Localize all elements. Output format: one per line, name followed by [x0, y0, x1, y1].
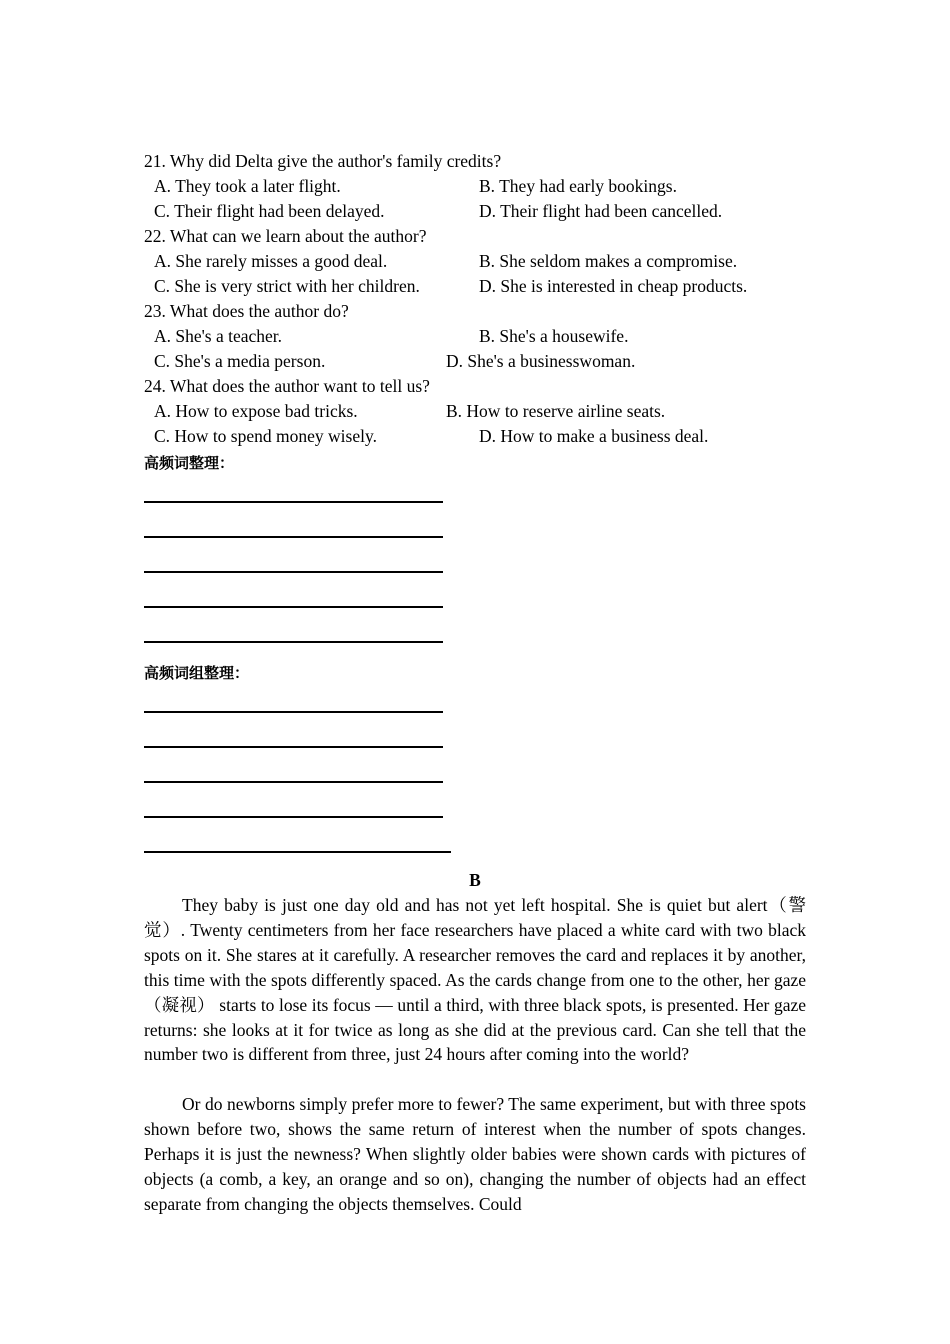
option-b: B. How to reserve airline seats. [446, 401, 666, 421]
option-c: C. She is very strict with her children. [154, 276, 420, 296]
option-a: A. How to expose bad tricks. [154, 401, 358, 421]
blank-line[interactable] [144, 536, 443, 538]
vocab-words-label: 高频词整理： [144, 454, 235, 472]
option-a: A. She rarely misses a good deal. [154, 251, 388, 271]
option-a: A. She's a teacher. [154, 326, 283, 346]
blank-line[interactable] [144, 641, 443, 643]
option-d: D. How to make a business deal. [479, 426, 709, 446]
question-stem: 22. What can we learn about the author? [144, 226, 427, 246]
blank-line[interactable] [144, 781, 443, 783]
option-d: D. She is interested in cheap products. [479, 276, 748, 296]
blank-line[interactable] [144, 711, 443, 713]
section-title: B [469, 870, 481, 890]
option-d: D. She's a businesswoman. [446, 351, 636, 371]
passage-paragraph: They baby is just one day old and has not yet left hospital. She is quiet but alert（警觉）. Twenty centimeters from her face researchers have placed a white card with two black spots on it. She stares at it carefully. A researcher removes the card and replaces it by another, this time with the spots differently spaced. As the cards change from one to the other, her gaze（凝视） starts to lose its focus — until a third, with three black spots, is presented. Her gaze returns: she looks at it for twice as long as she did at the previous card. Can she tell that the number two is different from three, just 24 hours after coming into the world? [144, 895, 806, 1065]
blank-line[interactable] [144, 816, 443, 818]
vocab-phrases-label: 高频词组整理： [144, 664, 250, 682]
blank-line[interactable] [144, 851, 451, 853]
option-c: C. She's a media person. [154, 351, 326, 371]
blank-line[interactable] [144, 606, 443, 608]
option-b: B. They had early bookings. [479, 176, 677, 196]
option-b: B. She seldom makes a compromise. [479, 251, 738, 271]
question-stem: 23. What does the author do? [144, 301, 349, 321]
blank-line[interactable] [144, 501, 443, 503]
option-d: D. Their flight had been cancelled. [479, 201, 723, 221]
option-c: C. Their flight had been delayed. [154, 201, 385, 221]
option-b: B. She's a housewife. [479, 326, 629, 346]
blank-line[interactable] [144, 746, 443, 748]
blank-line[interactable] [144, 571, 443, 573]
option-c: C. How to spend money wisely. [154, 426, 377, 446]
passage-paragraph: Or do newborns simply prefer more to fewer? The same experiment, but with three spots shown before two, shows the same return of interest when the number of spots changes. Perhaps it is just the newness? When slightly older babies were shown cards with pictures of objects (a comb, a key, an orange and so on), changing the number of objects had an effect separate from changing the objects themselves. Could [144, 1094, 806, 1214]
question-stem: 24. What does the author want to tell us? [144, 376, 430, 396]
option-a: A. They took a later flight. [154, 176, 341, 196]
question-stem: 21. Why did Delta give the author's family credits? [144, 151, 502, 171]
